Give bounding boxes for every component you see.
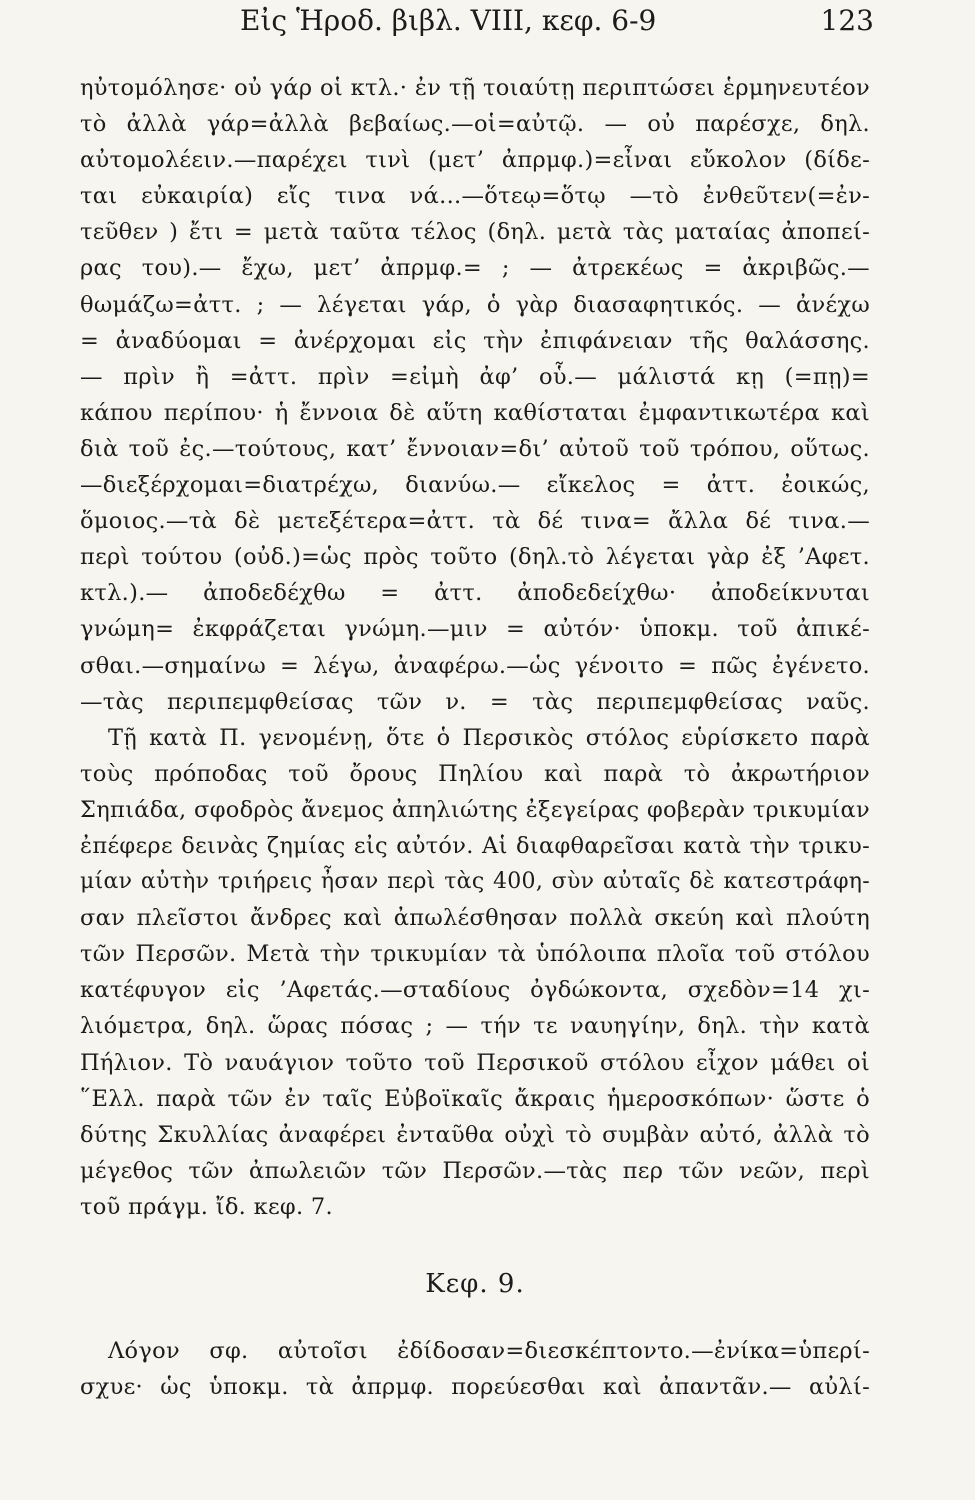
page-number: 123	[820, 4, 874, 37]
text-line: Πήλιον. Τὸ ναυάγιον τοῦτο τοῦ Περσικοῦ στόλου εἶχον μάθει οἱ	[80, 1049, 870, 1076]
text-line: λιόμετρα, δηλ. ὥρας πόσας ; — τήν τε ναυηγίην, δηλ. τὴν κατὰ	[80, 1013, 870, 1040]
text-line: τεῦθεν ) ἔτι = μετὰ ταῦτα τέλος (δηλ. μετὰ τὰς ματαίας ἀποπεί-	[80, 219, 870, 246]
text-line: θωμάζω=ἀττ. ; — λέγεται γάρ, ὁ γὰρ διασαφητικός. — ἀνέχω	[80, 291, 870, 318]
text-line: ῞Ελλ. παρὰ τῶν ἐν ταῖς Εὐβοϊκαῖς ἄκραις ἡμεροσκόπων· ὥστε ὁ	[80, 1085, 870, 1112]
text-line: κατέφυγον εἰς ’Αφετάς.—σταδίους ὀγδώκοντα, σχεδὸν=14 χι-	[80, 977, 870, 1004]
text-line: Σηπιάδα, σφοδρὸς ἄνεμος ἀπηλιώτης ἐξεγείρας φοβερὰν τρικυμίαν	[80, 796, 870, 823]
text-line: ἐπέφερε δεινὰς ζημίας εἰς αὐτόν. Αἱ διαφθαρεῖσαι κατὰ τὴν τρικυ-	[80, 832, 870, 859]
text-line: κάπου περίπου· ἡ ἔννοια δὲ αὕτη καθίσταται ἐμφαντικωτέρα καὶ	[80, 399, 870, 426]
text-line: τοὺς πρόποδας τοῦ ὄρους Πηλίου καὶ παρὰ τὸ ἀκρωτήριον	[80, 760, 870, 787]
text-line: γνώμη= ἐκφράζεται γνώμη.—μιν = αὐτόν· ὑποκμ. τοῦ ἀπικέ-	[80, 616, 870, 643]
text-line: τοῦ πράγμ. ἴδ. κεφ. 7.	[80, 1193, 333, 1220]
text-line: —διεξέρχομαι=διατρέχω, διανύω.— εἴκελος = ἀττ. ἐοικώς,	[80, 472, 870, 499]
chapter-heading: Κεφ. 9.	[425, 1269, 525, 1299]
text-line: τῶν Περσῶν. Μετὰ τὴν τρικυμίαν τὰ ὑπόλοιπα πλοῖα τοῦ στόλου	[80, 941, 870, 968]
running-head	[80, 4, 874, 44]
text-line: σχυε· ὡς ὑποκμ. τὰ ἀπρμφ. πορεύεσθαι καὶ ἀπαντᾶν.— αὐλί-	[80, 1374, 870, 1401]
text-line: δύτης Σκυλλίας ἀναφέρει ἐνταῦθα οὐχὶ τὸ συμβὰν αὐτό, ἀλλὰ τὸ	[80, 1121, 870, 1148]
text-line: — πρὶν ἢ =ἀττ. πρὶν =εἰμὴ ἀφ’ οὗ.— μάλιστά κῃ (=πῃ)=	[80, 363, 870, 390]
text-line: μίαν αὐτὴν τριήρεις ἦσαν περὶ τὰς 400, σὺν αὐταῖς δὲ κατεστράφη-	[80, 869, 870, 895]
text-line: διὰ τοῦ ἐς.—τούτους, κατ’ ἔννοιαν=δι’ αὐτοῦ τοῦ τρόπου, οὕτως.	[80, 435, 870, 462]
text-line: Τῇ κατὰ Π. γενομένῃ, ὅτε ὁ Περσικὸς στόλος εὑρίσκετο παρὰ	[108, 724, 870, 751]
text-line: Λόγον σφ. αὐτοῖσι ἐδίδοσαν=διεσκέπτοντο.—ἐνίκα=ὑπερί-	[108, 1338, 870, 1364]
commentary-body	[80, 70, 870, 1405]
text-line: σαν πλεῖστοι ἄνδρες καὶ ἀπωλέσθησαν πολλὰ σκεύη καὶ πλούτη	[80, 905, 870, 932]
text-line: τὸ ἀλλὰ γάρ=ἀλλὰ βεβαίως.—οἱ=αὐτῷ. — οὐ παρέσχε, δηλ.	[80, 111, 870, 138]
text-line: κτλ.).— ἀποδεδέχθω = ἀττ. ἀποδεδείχθω· ἀποδείκνυται	[80, 580, 870, 607]
text-line: ηὐτομόλησε· οὐ γάρ οἱ κτλ.· ἐν τῇ τοιαύτῃ περιπτώσει ἑρμηνευτέον	[80, 75, 870, 101]
text-line: ται εὐκαιρία) εἴς τινα νά...—ὅτεῳ=ὅτῳ —τὸ ἐνθεῦτεν(=ἐν-	[80, 183, 870, 210]
text-line: = ἀναδύομαι = ἀνέρχομαι εἰς τὴν ἐπιφάνειαν τῆς θαλάσσης.	[80, 327, 870, 354]
chapter-9-body	[80, 1333, 870, 1405]
text-line: —τὰς περιπεμφθείσας τῶν ν. = τὰς περιπεμφθείσας ναῦς.	[80, 688, 870, 715]
text-line: αὐτομολέειν.—παρέχει τινὶ (μετ’ ἀπρμφ.)=εἶναι εὔκολον (δίδε-	[80, 147, 870, 174]
running-title: Εἰς Ἡροδ. βιβλ. VIII, κεφ. 6-9	[240, 4, 657, 37]
text-line: ὅμοιος.—τὰ δὲ μετεξέτερα=ἀττ. τὰ δέ τινα= ἄλλα δέ τινα.—	[80, 508, 870, 535]
text-line: περὶ τούτου (οὐδ.)=ὡς πρὸς τοῦτο (δηλ.τὸ λέγεται γὰρ ἐξ ’Αφετ.	[80, 544, 870, 571]
text-line: σθαι.—σημαίνω = λέγω, ἀναφέρω.—ὡς γένοιτο = πῶς ἐγένετο.	[80, 652, 870, 679]
text-line: μέγεθος τῶν ἀπωλειῶν τῶν Περσῶν.—τὰς περ τῶν νεῶν, περὶ	[80, 1157, 870, 1184]
text-line: ρας του).— ἔχω, μετ’ ἀπρμφ.= ; — ἀτρεκέως = ἀκριβῶς.—	[80, 255, 870, 282]
